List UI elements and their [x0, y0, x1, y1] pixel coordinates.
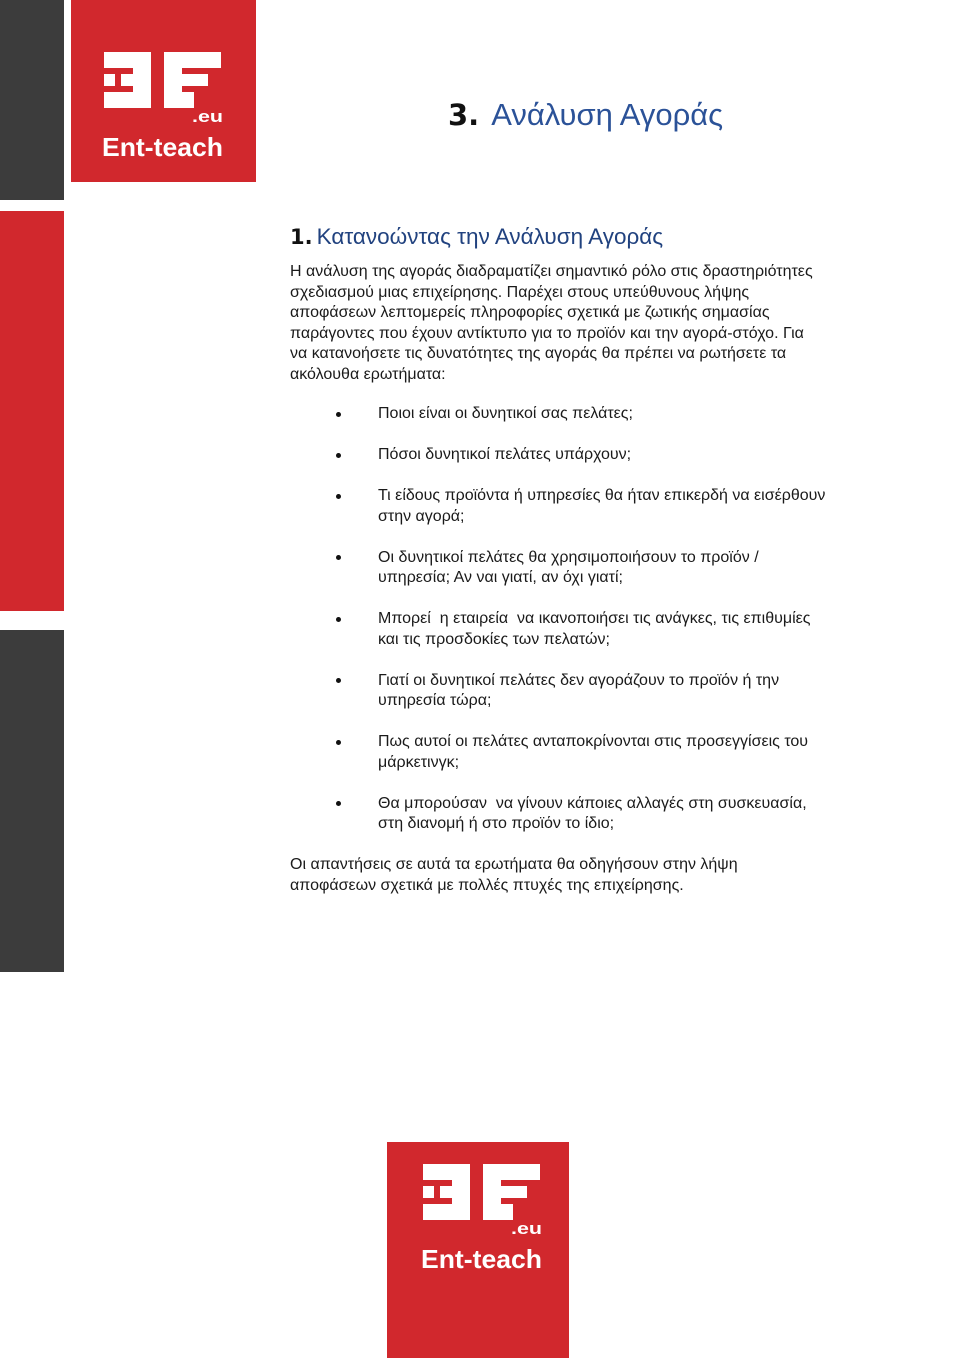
- list-item: [290, 445, 900, 466]
- side-bar-gray-top: [0, 0, 64, 200]
- bullet-marker: [336, 801, 341, 806]
- list-item: [290, 609, 900, 650]
- question-list: [290, 404, 900, 835]
- logo-mark: [104, 52, 221, 108]
- logo-name: Ent-teach: [102, 132, 223, 160]
- paragraph-line: ακόλουθα ερωτήματα:: [290, 365, 446, 383]
- list-item-line: στη διανομή ή στο προϊόν το ίδιο;: [378, 815, 615, 832]
- paragraph-line: Οι απαντήσεις σε αυτά τα ερωτήματα θα οδηγήσουν στην λήψη: [290, 856, 738, 873]
- list-item-line: και τις προσδοκίες των πελατών;: [378, 630, 610, 648]
- header-logo: [71, 0, 256, 182]
- list-item-line: υπηρεσία; Αν ναι γιατί, αν όχι γιατί;: [378, 569, 623, 586]
- list-item-line: Ποιοι είναι οι δυνητικοί σας πελάτες;: [378, 405, 633, 422]
- page-title: [448, 95, 723, 135]
- list-item: [290, 671, 900, 712]
- list-item-line: μάρκετινγκ;: [378, 753, 460, 771]
- list-item-line: Πόσοι δυνητικοί πελάτες υπάρχουν;: [378, 446, 632, 463]
- paragraph-line: αποφάσεων σχετικά με πολλές πτυχές της επιχείρησης.: [290, 876, 684, 894]
- list-item-line: Πως αυτοί οι πελάτες ανταποκρίνονται στις προσεγγίσεις του: [378, 733, 809, 750]
- bullet-marker: [336, 453, 341, 458]
- side-bar-red: [0, 211, 64, 611]
- paragraph-line: σχεδιασμού μιας επιχείρησης. Παρέχει στους υπεύθυνους λήψης: [290, 283, 750, 301]
- paragraph-line: Η ανάλυση της αγοράς διαδραματίζει σημαντικό ρόλο στις δραστηριότητες: [290, 263, 813, 280]
- list-item-line: Μπορεί η εταιρεία να ικανοποιήσει τις ανάγκες, τις επιθυμίες: [378, 610, 811, 627]
- list-item: [290, 548, 900, 589]
- ent-teach-logo-icon: [420, 1160, 544, 1272]
- bullet-marker: [336, 740, 341, 745]
- list-item-line: υπηρεσία τώρα;: [378, 692, 492, 709]
- list-item: [290, 794, 900, 835]
- list-item-line: Τι είδους προϊόντα ή υπηρεσίες θα ήταν επικερδή να εισέρθουν: [378, 487, 826, 504]
- logo-mark: [423, 1164, 540, 1220]
- logo-domain: .eu: [192, 107, 223, 126]
- list-item-line: Θα μπορούσαν να γίνουν κάποιες αλλαγές στη συσκευασία,: [378, 794, 807, 812]
- intro-paragraph: [290, 262, 900, 385]
- section-title: Κατανοώντας την Ανάλυση Αγοράς: [316, 224, 664, 249]
- bullet-marker: [336, 494, 341, 499]
- list-item-line: στην αγορά;: [378, 507, 465, 525]
- bullet-marker: [336, 678, 341, 683]
- section-number: 1.: [290, 225, 313, 249]
- section-heading: [290, 224, 900, 250]
- bullet-marker: [336, 412, 341, 417]
- logo-name: Ent-teach: [421, 1244, 542, 1272]
- footer-logo: [387, 1142, 569, 1358]
- list-item: [290, 732, 900, 773]
- ent-teach-logo-icon: [101, 48, 225, 160]
- paragraph-line: παράγοντες που έχουν αντίκτυπο για το προϊόν και την αγορά-στόχο. Για: [290, 324, 804, 342]
- list-item-line: Οι δυνητικοί πελάτες θα χρησιμοποιήσουν το προϊόν /: [378, 548, 759, 566]
- list-item-line: Γιατί οι δυνητικοί πελάτες δεν αγοράζουν το προϊόν ή την: [378, 671, 780, 689]
- main-content: [290, 224, 900, 896]
- side-bar-gray-bottom: [0, 630, 64, 972]
- list-item: [290, 486, 900, 527]
- chapter-title: Ανάλυση Αγοράς: [491, 97, 724, 132]
- list-item: [290, 404, 900, 425]
- paragraph-line: να κατανοήσετε τις δυνατότητες της αγοράς θα πρέπει να ρωτήσετε τα: [290, 345, 787, 362]
- paragraph-line: αποφάσεων λεπτομερείς πληροφορίες σχετικά με ζωτικής σημασίας: [290, 304, 770, 321]
- bullet-marker: [336, 555, 341, 560]
- logo-domain: .eu: [511, 1219, 542, 1238]
- conclusion-paragraph: [290, 855, 900, 896]
- bullet-marker: [336, 617, 341, 622]
- chapter-number: 3.: [448, 98, 480, 132]
